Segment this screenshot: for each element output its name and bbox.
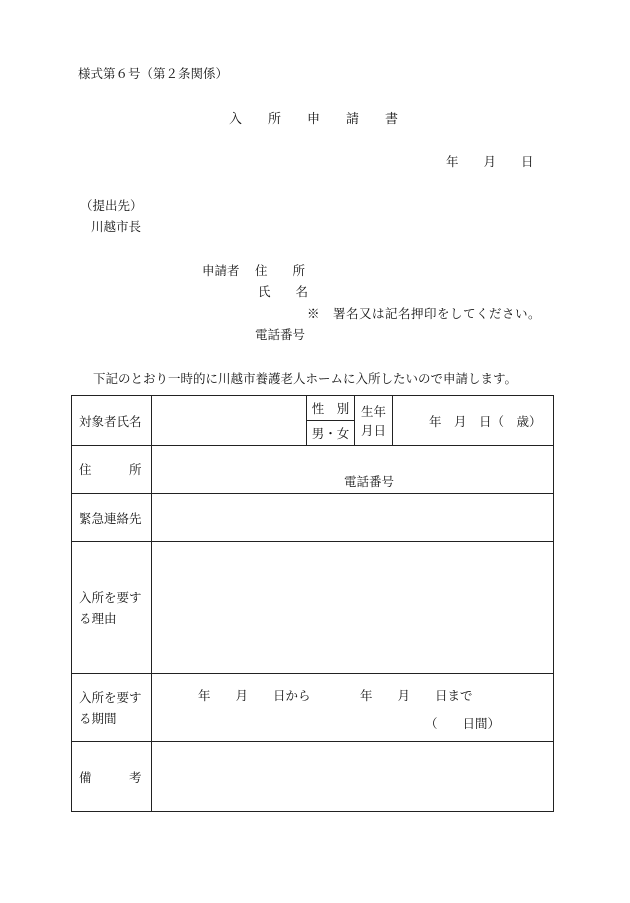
birth-date-field[interactable]: 年 月 日（ 歳） xyxy=(393,396,554,446)
submit-to-recipient: 川越市長 xyxy=(91,219,142,234)
emergency-contact-label: 緊急連絡先 xyxy=(72,494,152,542)
applicant-name-label: 氏 名 xyxy=(258,284,309,299)
reason-field[interactable] xyxy=(152,542,554,674)
applicant-phone-label: 電話番号 xyxy=(255,327,306,342)
seal-note: ※ 署名又は記名押印をしてください。 xyxy=(307,306,542,321)
period-label xyxy=(72,674,152,742)
address-label: 住 所 xyxy=(72,446,152,494)
applicant-label: 申請者 xyxy=(202,263,240,278)
period-label-line1: 入所を要す xyxy=(79,689,142,705)
remarks-label: 備 考 xyxy=(72,742,152,812)
period-to: 年 月 日まで xyxy=(360,688,473,703)
applicant-address-label: 住 所 xyxy=(255,263,306,278)
birth-label-line2: 月日 xyxy=(360,422,386,438)
sex-options[interactable]: 男・女 xyxy=(307,421,355,446)
subject-name-label: 対象者氏名 xyxy=(72,396,152,446)
reason-label-line2: る理由 xyxy=(79,610,117,626)
address-phone-label: 電話番号 xyxy=(344,474,395,489)
date-line: 年 月 日 xyxy=(446,154,534,169)
address-field[interactable] xyxy=(152,446,554,494)
birth-label-line1: 生年 xyxy=(360,403,386,419)
emergency-contact-field[interactable] xyxy=(152,494,554,542)
page-title: 入 所 申 請 書 xyxy=(229,112,399,127)
reason-label xyxy=(72,542,152,674)
subject-name-field[interactable] xyxy=(152,396,307,446)
submit-to-label: （提出先） xyxy=(80,198,143,213)
birth-label xyxy=(355,396,393,446)
period-days: （ 日間） xyxy=(425,716,501,731)
remarks-field[interactable] xyxy=(152,742,554,812)
period-from: 年 月 日から xyxy=(198,688,311,703)
period-label-line2: る期間 xyxy=(79,710,117,726)
period-field[interactable] xyxy=(152,674,554,742)
application-table xyxy=(71,395,554,812)
intro-text: 下記のとおり一時的に川越市養護老人ホームに入所したいので申請します。 xyxy=(93,371,518,386)
reason-label-line1: 入所を要す xyxy=(79,589,142,605)
sex-label: 性 別 xyxy=(307,396,355,421)
form-number: 様式第６号（第２条関係） xyxy=(78,66,229,81)
